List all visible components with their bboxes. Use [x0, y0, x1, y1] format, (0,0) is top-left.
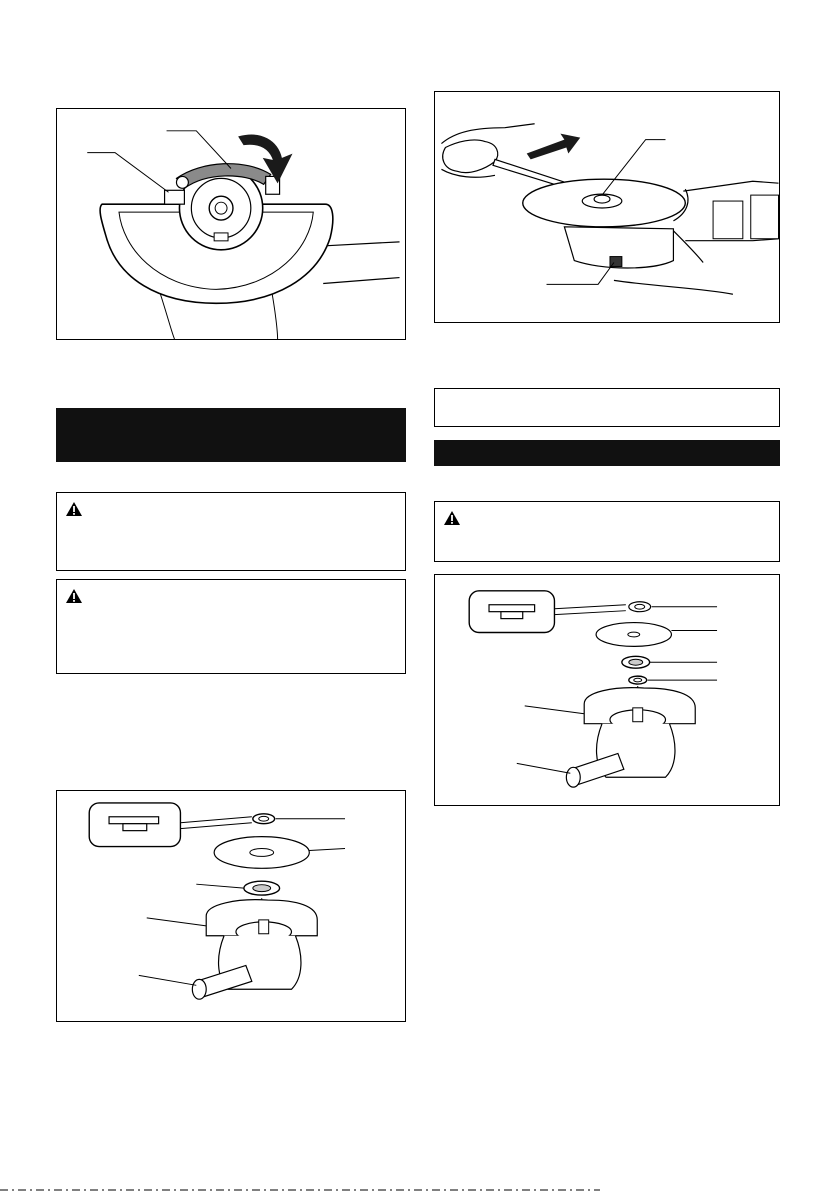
warning-box-3 — [434, 501, 780, 562]
note-box — [434, 388, 780, 427]
figure-wheel-assembly-left — [56, 790, 406, 1022]
section-heading-bar-right — [434, 440, 780, 466]
figure-wrench-tightening — [434, 91, 780, 323]
warning-box-2 — [56, 579, 406, 674]
wheel-assembly-left-illustration — [57, 791, 405, 1021]
section-heading-bar-left — [56, 408, 406, 462]
footer-artifact — [0, 1184, 840, 1192]
warning-triangle-icon — [443, 510, 461, 526]
warning-triangle-icon — [65, 501, 83, 517]
figure-guard-rotation — [56, 108, 406, 340]
figure-wheel-assembly-right — [434, 574, 780, 806]
guard-rotation-illustration — [57, 109, 405, 339]
warning-triangle-icon — [65, 588, 83, 604]
wrench-illustration — [435, 92, 779, 322]
warning-box-1 — [56, 492, 406, 571]
wheel-assembly-right-illustration — [435, 575, 779, 805]
